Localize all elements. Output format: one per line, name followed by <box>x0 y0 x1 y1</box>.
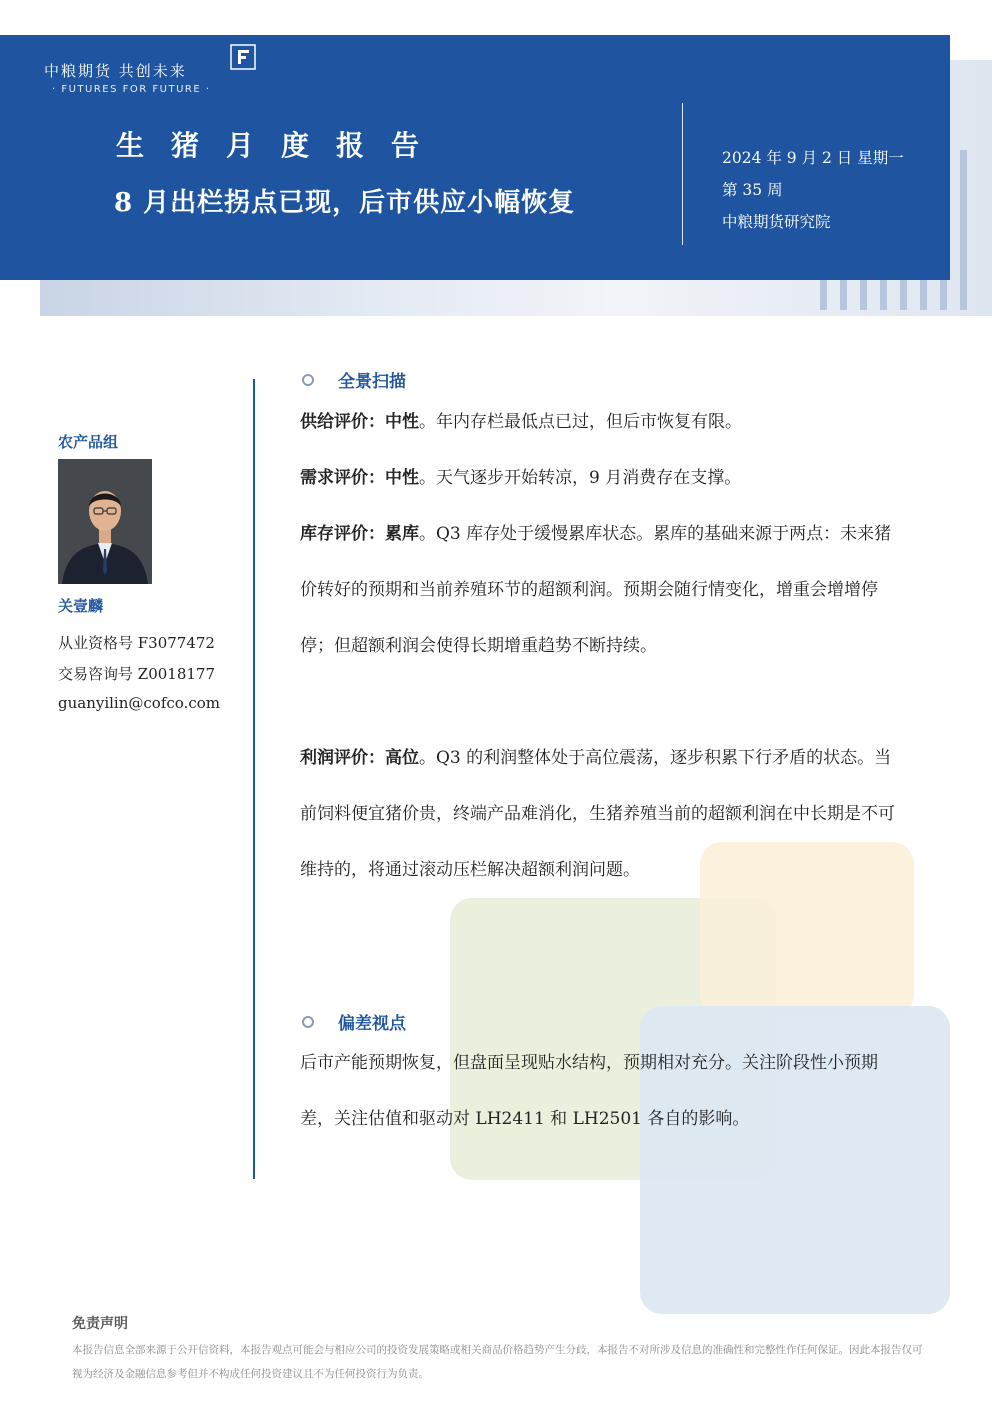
report-date: 2024 年 9 月 2 日 星期一 <box>722 149 904 167</box>
author-consulting-number: 交易咨询号 Z0018177 <box>58 665 215 683</box>
author-name: 关壹麟 <box>58 597 104 615</box>
demand-evaluation <box>300 450 906 506</box>
ring-bullet-icon <box>302 1016 314 1028</box>
profit-label: 利润评价： <box>300 748 385 768</box>
supply-label: 供给评价： <box>300 412 385 432</box>
report-institute: 中粮期货研究院 <box>722 213 831 231</box>
author-photo <box>58 459 152 584</box>
inventory-text: 。Q3 库存处于缓慢累库状态。累库的基础来源于两点：未来猪价转好的预期和当前养殖环节的超额利润。预期会随行情变化，增重会增增停停；但超额利润会使得长期增重趋势不断持续。 <box>300 524 892 656</box>
section-deviation-title: 偏差视点 <box>338 1014 406 1034</box>
report-subtitle: 8 月出栏拐点已现，后市供应小幅恢复 <box>114 188 576 218</box>
author-group: 农产品组 <box>58 433 119 451</box>
demand-text: 。天气逐步开始转凉，9 月消费存在支撑。 <box>419 468 742 488</box>
sidebar-divider <box>253 379 255 1179</box>
supply-text: 。年内存栏最低点已过，但后市恢复有限。 <box>419 412 742 432</box>
report-title: 生猪月度报告 <box>116 129 447 162</box>
logo-text-cn: 中粮期货 共创未来 <box>44 62 187 80</box>
report-week: 第 35 周 <box>722 181 783 199</box>
author-email[interactable]: guanyilin@cofco.com <box>58 694 220 712</box>
demand-label: 需求评价： <box>300 468 385 488</box>
disclaimer-text: 本报告信息全部来源于公开信资料，本报告观点可能会与相应公司的投资发展策略或相关商品价格趋势产生分歧，本报告不对所涉及信息的准确性和完整性作任何保证。因此本报告仅可视为经济及金融信息参考但并不构成任何投资建议且不为任何投资行为负责。 <box>72 1344 923 1380</box>
inventory-rating: 累库 <box>385 524 419 544</box>
header-divider <box>682 103 683 245</box>
logo-text-en: · FUTURES FOR FUTURE · <box>52 84 211 95</box>
ring-bullet-icon <box>302 374 314 386</box>
cofco-logo-icon <box>230 44 256 70</box>
disclaimer-title: 免责声明 <box>72 1316 128 1332</box>
profit-rating: 高位 <box>385 748 419 768</box>
deviation-text: 后市产能预期恢复，但盘面呈现贴水结构，预期相对充分。关注阶段性小预期差，关注估值和驱动对 LH2411 和 LH2501 各自的影响。 <box>300 1053 878 1129</box>
demand-rating: 中性 <box>385 468 419 488</box>
section-deviation-heading <box>300 1009 406 1034</box>
supply-evaluation <box>300 394 906 450</box>
section-overview-heading <box>300 367 406 392</box>
inventory-evaluation <box>300 506 906 674</box>
profit-evaluation <box>300 730 906 898</box>
supply-rating: 中性 <box>385 412 419 432</box>
inventory-label: 库存评价： <box>300 524 385 544</box>
section-overview-title: 全景扫描 <box>338 372 406 392</box>
profit-text: 。Q3 的利润整体处于高位震荡，逐步积累下行矛盾的状态。当前饲料便宜猪价贵，终端产品难消化，生猪养殖当前的超额利润在中长期是不可维持的，将通过滚动压栏解决超额利润问题。 <box>300 748 895 880</box>
author-qualification: 从业资格号 F3077472 <box>58 634 215 652</box>
